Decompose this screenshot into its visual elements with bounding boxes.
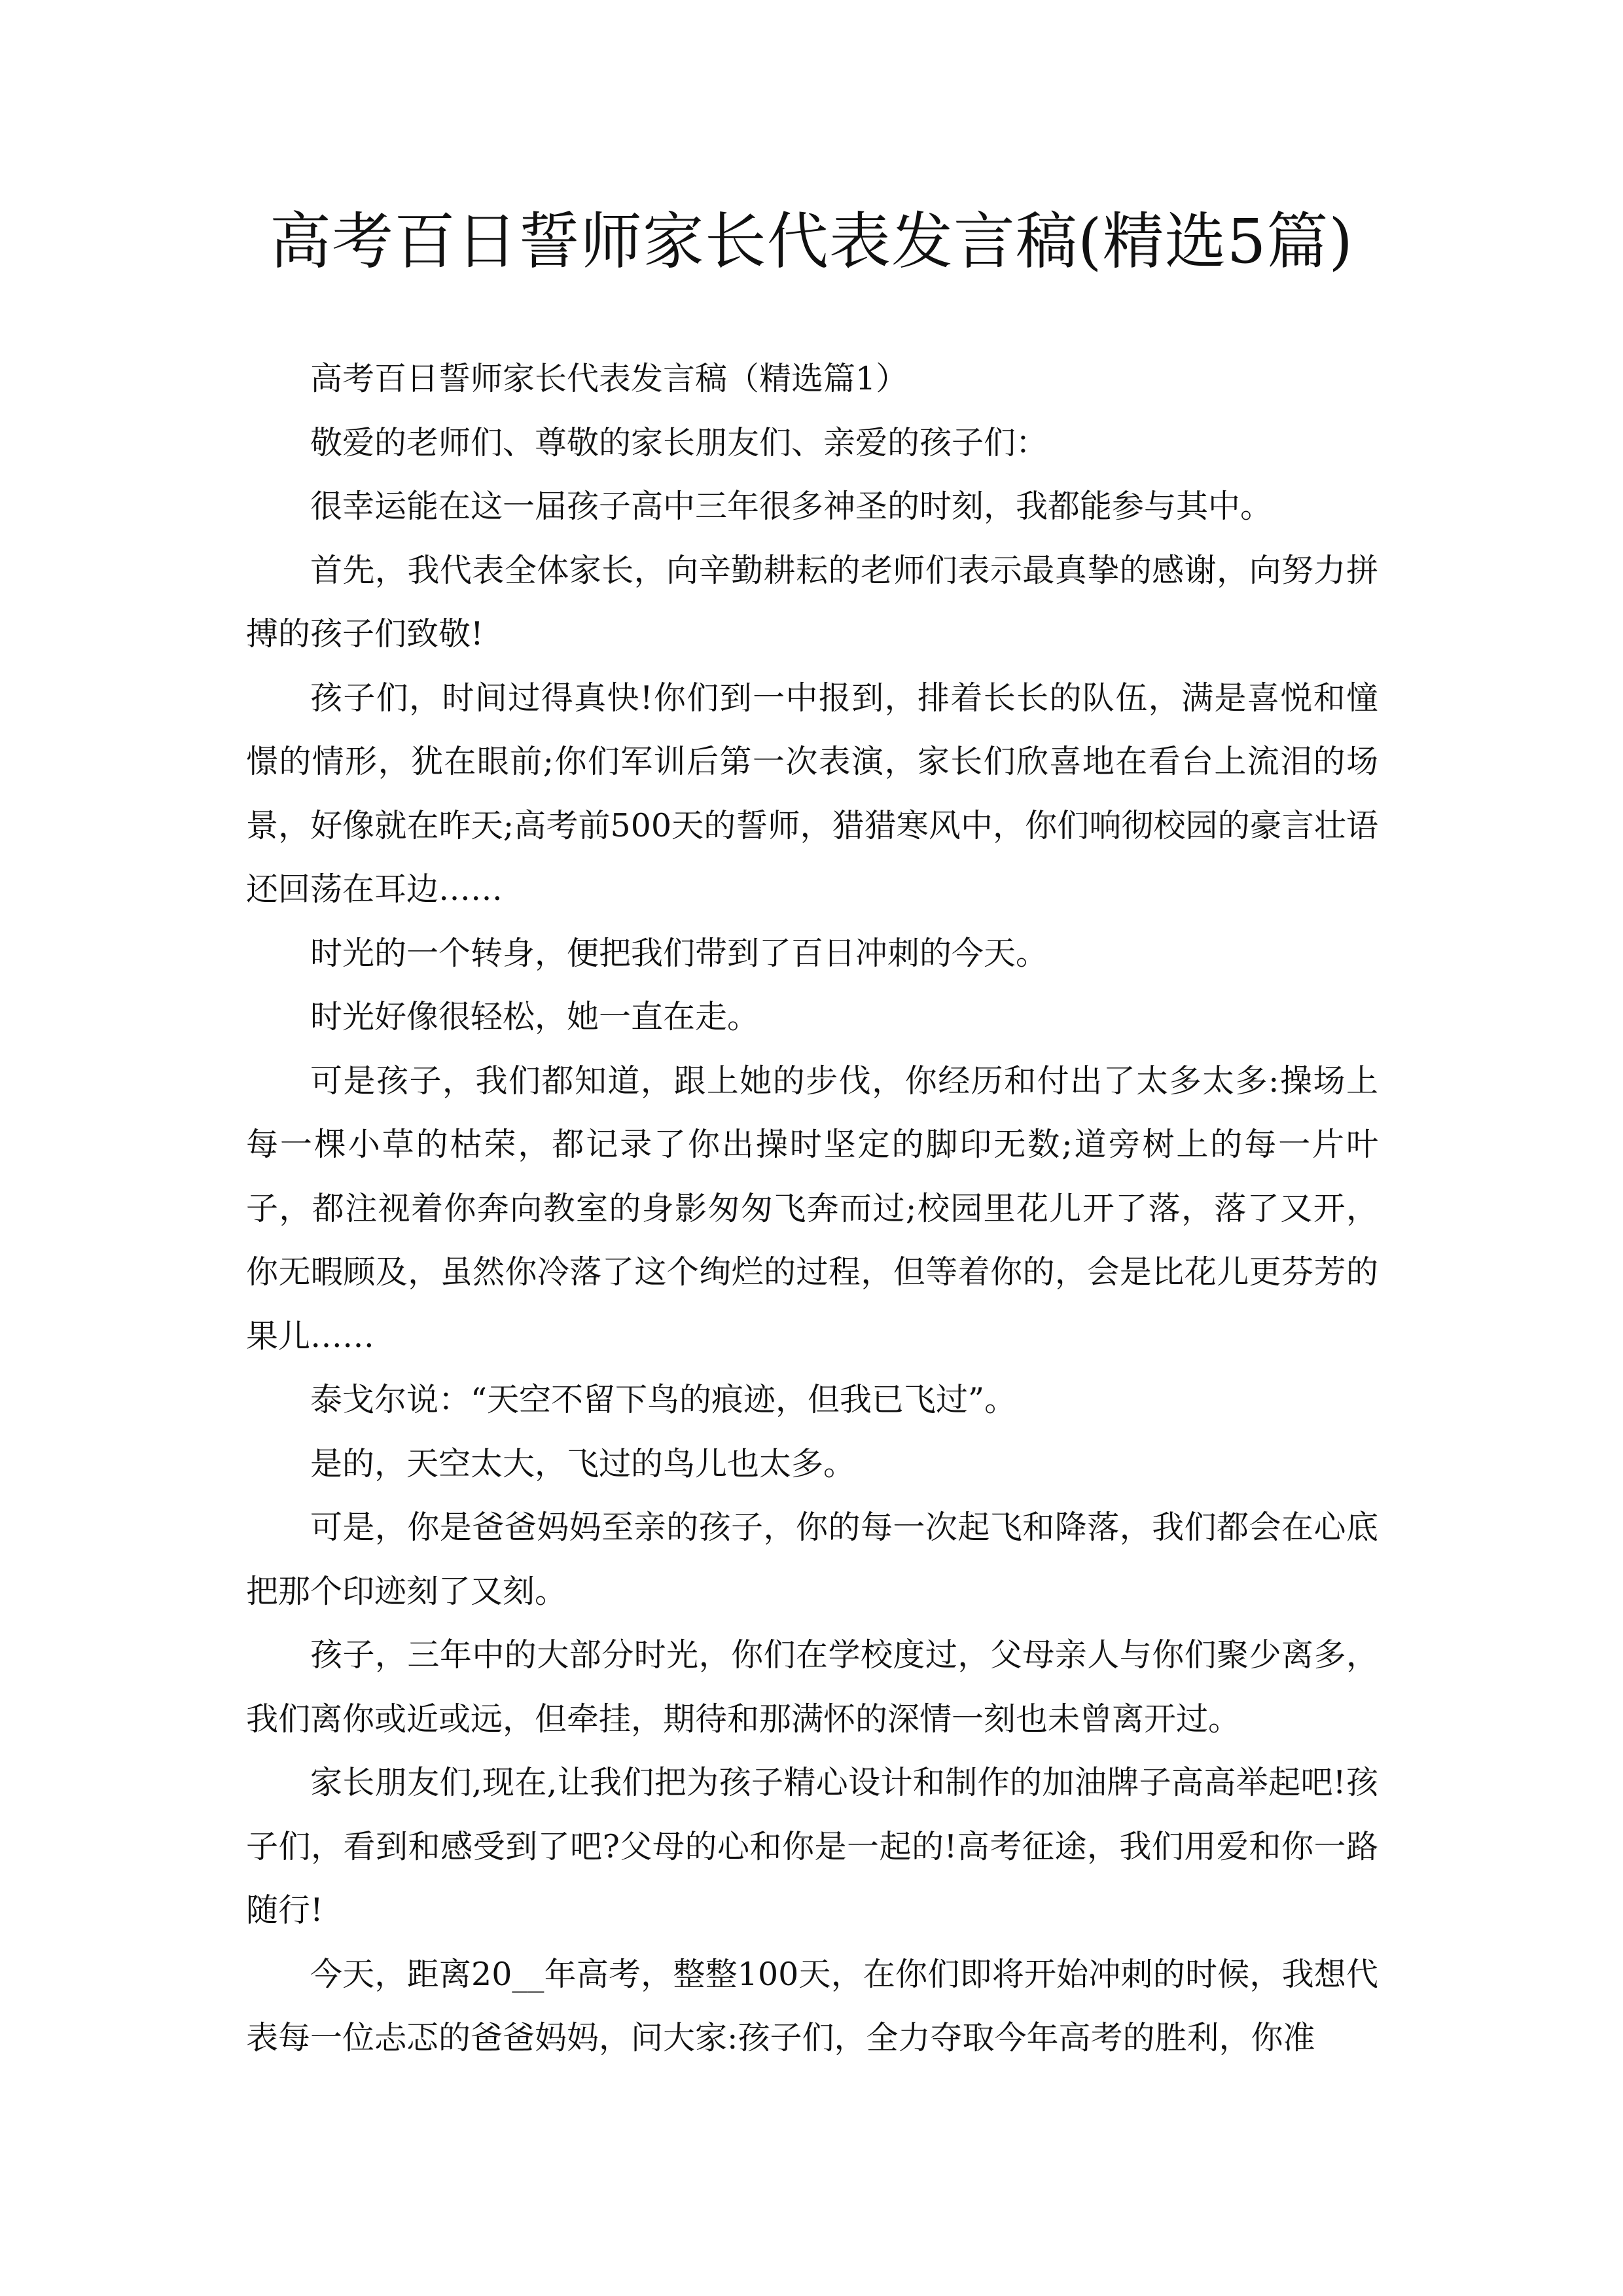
paragraph: 时光好像很轻松，她一直在走。 (310, 998, 760, 1035)
paragraph: 首先，我代表全体家长，向辛勤耕耘的老师们表示最真挚的感谢，向努力拼搏的孩子们致敬! (246, 551, 1378, 653)
paragraph: 时光的一个转身，便把我们带到了百日冲刺的今天。 (310, 934, 1048, 972)
paragraph: 是的，天空太大，飞过的鸟儿也太多。 (310, 1444, 856, 1482)
paragraph-salutation: 敬爱的老师们、尊敬的家长朋友们、亲爱的孩子们： (310, 423, 1048, 461)
document-title: 高考百日誓师家长代表发言稿(精选5篇) (269, 206, 1354, 278)
paragraph: 可是，你是爸爸妈妈至亲的孩子，你的每一次起飞和降落，我们都会在心底把那个印迹刻了又刻。 (246, 1509, 1378, 1610)
paragraph: 孩子，三年中的大部分时光，你们在学校度过，父母亲人与你们聚少离多，我们离你或近或远，但牵挂，期待和那满怀的深情一刻也未曾离开过。 (246, 1636, 1378, 1738)
paragraph: 很幸运能在这一届孩子高中三年很多神圣的时刻，我都能参与其中。 (310, 488, 1273, 525)
paragraph: 孩子们，时间过得真快!你们到一中报到，排着长长的队伍，满是喜悦和憧憬的情形，犹在眼前;你们军训后第一次表演，家长们欣喜地在看台上流泪的场景，好像就在昨天;高考前500天的誓师，猎猎寒风中，你们响彻校园的豪言壮语还回荡在耳边…… (246, 679, 1378, 908)
paragraph: 今天，距离20__年高考，整整100天，在你们即将开始冲刺的时候，我想代表每一位忐忑的爸爸妈妈，问大家:孩子们，全力夺取今年高考的胜利，你准 (246, 1955, 1378, 2056)
paragraph-quote: 泰戈尔说：“天空不留下鸟的痕迹，但我已飞过”。 (310, 1381, 1017, 1418)
document-body (246, 347, 1378, 2070)
paragraph: 家长朋友们,现在,让我们把为孩子精心设计和制作的加油牌子高高举起吧!孩子们，看到和感受到了吧?父母的心和你是一起的!高考征途，我们用爱和你一路随行! (246, 1764, 1378, 1929)
paragraph: 可是孩子，我们都知道，跟上她的步伐，你经历和付出了太多太多:操场上每一棵小草的枯荣，都记录了你出操时坚定的脚印无数;道旁树上的每一片叶子，都注视着你奔向教室的身影匆匆飞奔而过;校园里花儿开了落，落了又开，你无暇顾及，虽然你冷落了这个绚烂的过程，但等着你的，会是比花儿更芬芳的果儿…… (246, 1062, 1378, 1355)
paragraph-heading: 高考百日誓师家长代表发言稿（精选篇1） (310, 360, 908, 397)
